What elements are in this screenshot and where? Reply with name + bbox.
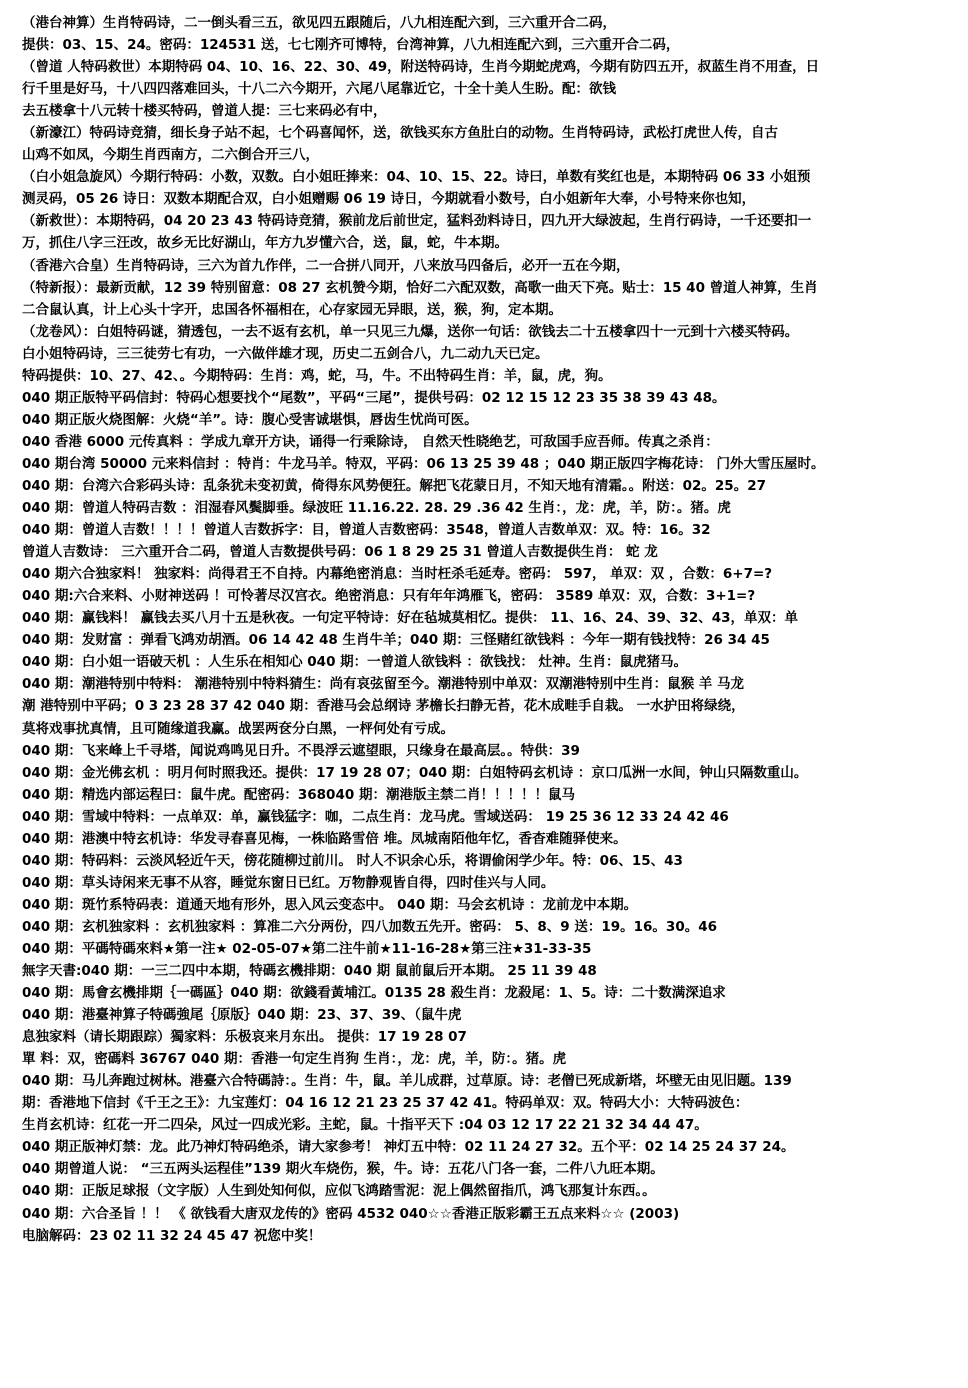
text-line: 040 期:六合来料、小财神送码 ！可怜著尽汉宫衣。绝密消息：只有年年鸿雁飞，密码： 3589 单双：双，合数：3+1=?	[22, 588, 756, 605]
text-line: 息独家料（请长期跟踪）獨家料：乐极哀来月东出。 提供：17 19 28 07	[22, 1029, 467, 1046]
text-line: 040 期正版火烧图解：火烧“羊”。诗：腹心受害诚堪惧，唇齿生忧尚可医。	[22, 411, 478, 428]
text-line: 040 期：玄机独家料 ：玄机独家料 ：算准二六分两份，四八加数五先开。密码： 5、8、9 送：19。16。30。46	[22, 918, 718, 935]
text-line: （龙卷风）：白姐特码谜，猜透包，一去不返有玄机，单一只见三九爆，送你一句话：欲钱去二十五楼拿四十一元到十六楼买特码。	[22, 323, 799, 340]
text-line: 無字天書:040 期：一三二四中本期，特碼玄機排期：040 期 鼠前鼠后开本期。 25 11 39 48	[22, 963, 597, 980]
text-line: 潮 港特别中平码；0 3 23 28 37 42 040 期：香港马会总纲诗 茅檐长扫静无苔，花木成畦手自栽。 一水护田将绿绕，	[22, 698, 745, 715]
text-line: 040 期：精选内部运程曰：鼠牛虎。配密码：368040 期：潮港版主禁二肖！！！！！鼠马	[22, 786, 575, 803]
text-line: 040 期：飞来峰上千寻塔，闻说鸡鸣见日升。不畏浮云遮望眼，只缘身在最高层。。特供：39	[22, 742, 580, 759]
text-line: 二合鼠认真，计上心头十字开，忠国各怀福相在，心存家园无异眼，送，猴，狗，定本期。	[22, 301, 562, 318]
text-line: 040 期：斑竹系特码表：道通天地有形外，思入风云变态中。 040 期：马会玄机诗 ：龙前龙中本期。	[22, 896, 638, 913]
text-line: 万，抓住八字三汪改，故乡无比好湖山，年方九岁懂六合，送，鼠，蛇，牛本期。	[22, 235, 508, 252]
text-line: （香港六合皇）生肖特码诗，三六为首九作伴，二一合拼八同开，八来放马四备后，必开一五在今期，	[22, 257, 630, 274]
text-line: 040 香港 6000 元传真料 ：学成九章开方诀，诵得一行乘除诗， 自然天性晓绝艺，可敌国手应吾师。传真之杀肖：	[22, 433, 719, 450]
text-line: 提供：03、15、24。密码：124531 送，七七刚齐可博特，台湾神算，八九相连配六到，三六重开合二码，	[22, 37, 680, 54]
text-line: 040 期：特码料：云淡风轻近午天，傍花随柳过前川。 时人不识余心乐，将谓偷闲学少年。特：06、15、43	[22, 852, 683, 869]
text-line: 曾道人吉数诗： 三六重开合二码，曾道人吉数提供号码：06 1 8 29 25 31 曾道人吉数提供生肖： 蛇 龙	[22, 544, 658, 561]
text-line: 040 期：潮港特别中特料： 潮港特别中特料猜生：尚有哀弦留至今。潮港特别中单双：双潮港特别中生肖：鼠猴 羊 马龙	[22, 676, 744, 693]
text-line: 040 期六合独家料！ 独家料：尚得君王不自持。内幕绝密消息：当时枉杀毛延寿。密码： 597， 单双：双 ，合数：6+7=?	[22, 566, 773, 583]
text-line: （白小姐急旋风）今期行特码：小数，双数。白小姐旺捧来：04、10、15、22。诗曰，单数有奖红也是，本期特码 06 33 小姐预	[22, 169, 811, 186]
text-line: 期：香港地下信封《千王之王》：九宝莲灯：04 16 12 21 23 25 37 42 41。特码单双：双。特码大小：大特码波色：	[22, 1095, 749, 1112]
text-line: 生肖玄机诗：红花一开二四朵，风过一四成光彩。主蛇，鼠。十指平天下 :04 03 12 17 22 21 32 34 44 47。	[22, 1117, 708, 1134]
text-line: 040 期：平碼特碼來料★第一注★ 02-05-07★第二注牛前★11-16-28★第三注★31-33-35	[22, 940, 592, 957]
text-line: 040 期曾道人说： “三五两头运程佳”139 期火车烧伤，猴，牛。诗：五花八门各一套，二件八九旺本期。	[22, 1161, 664, 1178]
text-line: 040 期：六合圣旨 ！！ 《 欲钱看大唐双龙传的》密码 4532 040☆☆香港正版彩霸王五点来料☆☆ (2003)	[22, 1205, 680, 1222]
text-line: 特码提供：10、27、42、。今期特码：生肖：鸡，蛇，马，牛。不出特码生肖：羊，鼠，虎，狗。	[22, 367, 612, 384]
text-line: 去五楼拿十八元转十楼买特码，曾道人提：三七来码必有中，	[22, 103, 387, 120]
text-line: 040 期：馬會玄機排期｛一碼區｝040 期：欲錢看黃埔江。0135 28 殺生肖：龙殺尾：1、5。诗：二十数满深追求	[22, 985, 726, 1002]
text-line: 040 期：曾道人吉数！！！！曾道人吉数拆字：目，曾道人吉数密码：3548，曾道人吉数单双：双。特：16。32	[22, 522, 711, 539]
text-line: 040 期：金光佛玄机 ：明月何时照我还。提供：17 19 28 07；040 期：白姐特码玄机诗 ：京口瓜洲一水间，钟山只隔数重山。	[22, 764, 808, 781]
text-line: （特新报）：最新贡献，12 39 特别留意：08 27 玄机赞今期，恰好二六配双数，高歌一曲天下亮。贴士：15 40 曾道人神算，生肖	[22, 279, 818, 296]
text-line: 040 期：正版足球报（文字版）人生到处知何似，应似飞鸿踏雪泥：泥上偶然留指爪，鸿飞那复计东西。。	[22, 1183, 656, 1200]
text-line: 040 期：曾道人特码吉数 ：泪湿春风鬓脚垂。绿波旺 11.16.22. 28. 29 .36 42 生肖：，龙：虎，羊，防：。猪。虎	[22, 500, 731, 517]
text-line: 040 期：雪域中特料：一点单双：单，赢钱猛字：咖，二点生肖：龙马虎。雪域送码： 19 25 36 12 33 24 42 46	[22, 808, 729, 825]
text-line: 040 期：发财富 ：弹看飞鸿劝胡酒。06 14 42 48 生肖牛羊；040 期：三怪赌红欲钱料 ：今年一期有钱找特：26 34 45	[22, 632, 770, 649]
text-line: （新救世）：本期特码，04 20 23 43 特码诗竞猜，猴前龙后前世定，猛料劲料诗日，四九开大绿波起，生肖行码诗，一千还要扣一	[22, 213, 812, 230]
text-line: 040 期台湾 50000 元来料信封 ：特肖：牛龙马羊。特双，平码：06 13 25 39 48 ；040 期正版四字梅花诗： 门外大雪压屋时。	[22, 455, 825, 472]
text-line: 040 期：草头诗闲来无事不从容，睡觉东窗日已红。万物静观皆自得，四时佳兴与人同。	[22, 874, 555, 891]
text-line: 040 期：港澳中特玄机诗：华发寻春喜见梅，一株临路雪倍 堆。凤城南陌他年忆，香杳难随驿使来。	[22, 830, 627, 847]
text-line: 040 期正版特平码信封：特码心想要找个“尾数”，平码“三尾”，提供号码：02 12 15 12 23 35 38 39 43 48。	[22, 389, 726, 406]
text-line: （新濠江）特码诗竞猜，细长身子站不起，七个码喜闻怀，送，欲钱买东方鱼肚白的动物。生肖特码诗，武松打虎世人传，自古	[22, 125, 778, 142]
text-line: 白小姐特码诗，三三徒劳七有功，一六做伴雄才现，历史二五剑合八，九二动九天已定。	[22, 345, 549, 362]
text-line: 040 期：白小姐一语破天机 ：人生乐在相知心 040 期：一曾道人欲钱料 ：欲钱找： 灶神。生肖：鼠虎猪马。	[22, 654, 688, 671]
text-line: 040 期：赢钱料！ 赢钱去买八月十五是秋夜。一句定平特诗：好在毡城莫相忆。提供： 11、16、24、39、32、43，单双：单	[22, 610, 798, 627]
text-line: 040 期：台湾六合彩码头诗：乱条犹未变初黄，倚得东风势便狂。解把飞花蒙日月，不知天地有清霜。。附送：02。25。27	[22, 477, 766, 494]
text-line: 單 料：双，密碼料 36767 040 期：香港一句定生肖狗 生肖：，龙：虎，羊，防：。猪。虎	[22, 1051, 567, 1068]
text-line: 莫将戏事扰真情，且可随缘道我赢。战罢两奁分白黑，一枰何处有亏成。	[22, 720, 454, 737]
text-line: 行千里是好马，十八四四落难回头，十八二六今期开，六尾八尾靠近它，十全十美人生盼。配：欲钱	[22, 81, 616, 98]
text-line: 040 期：港臺神算子特碼強尾｛原版｝040 期：23、37、39、（鼠牛虎	[22, 1007, 462, 1024]
text-line: 电脑解码：23 02 11 32 24 45 47 祝您中奖！	[22, 1227, 322, 1244]
text-line: （曾道 人特码救世）本期特码 04、10、16、22、30、49，附送特码诗，生肖今期蛇虎鸡，今期有防四五开，叔蓝生肖不用查，日	[22, 59, 820, 76]
text-line: 山鸡不如凤，今期生肖西南方，二六倒合开三八，	[22, 147, 319, 164]
text-line: （港台神算）生肖特码诗，二一倒头看三五，欲见四五跟随后，八九相连配六到，三六重开合二码，	[22, 15, 616, 31]
text-line: 040 期：马儿奔跑过树林。港臺六合特碼詩：。生肖：牛，鼠。羊儿成群，过草原。诗：老僧已死成新塔，坏壁无由见旧题。139	[22, 1073, 792, 1090]
text-line: 040 期正版神灯禁：龙。此乃神灯特码绝杀，请大家参考！ 神灯五中特：02 11 24 27 32。五个平：02 14 25 24 37 24。	[22, 1139, 795, 1156]
text-line: 测灵码，05 26 诗日：双数本期配合双，白小姐赠赐 06 19 诗日，今期就看小数号，白小姐新年大奉，小号特来你也知，	[22, 191, 756, 208]
